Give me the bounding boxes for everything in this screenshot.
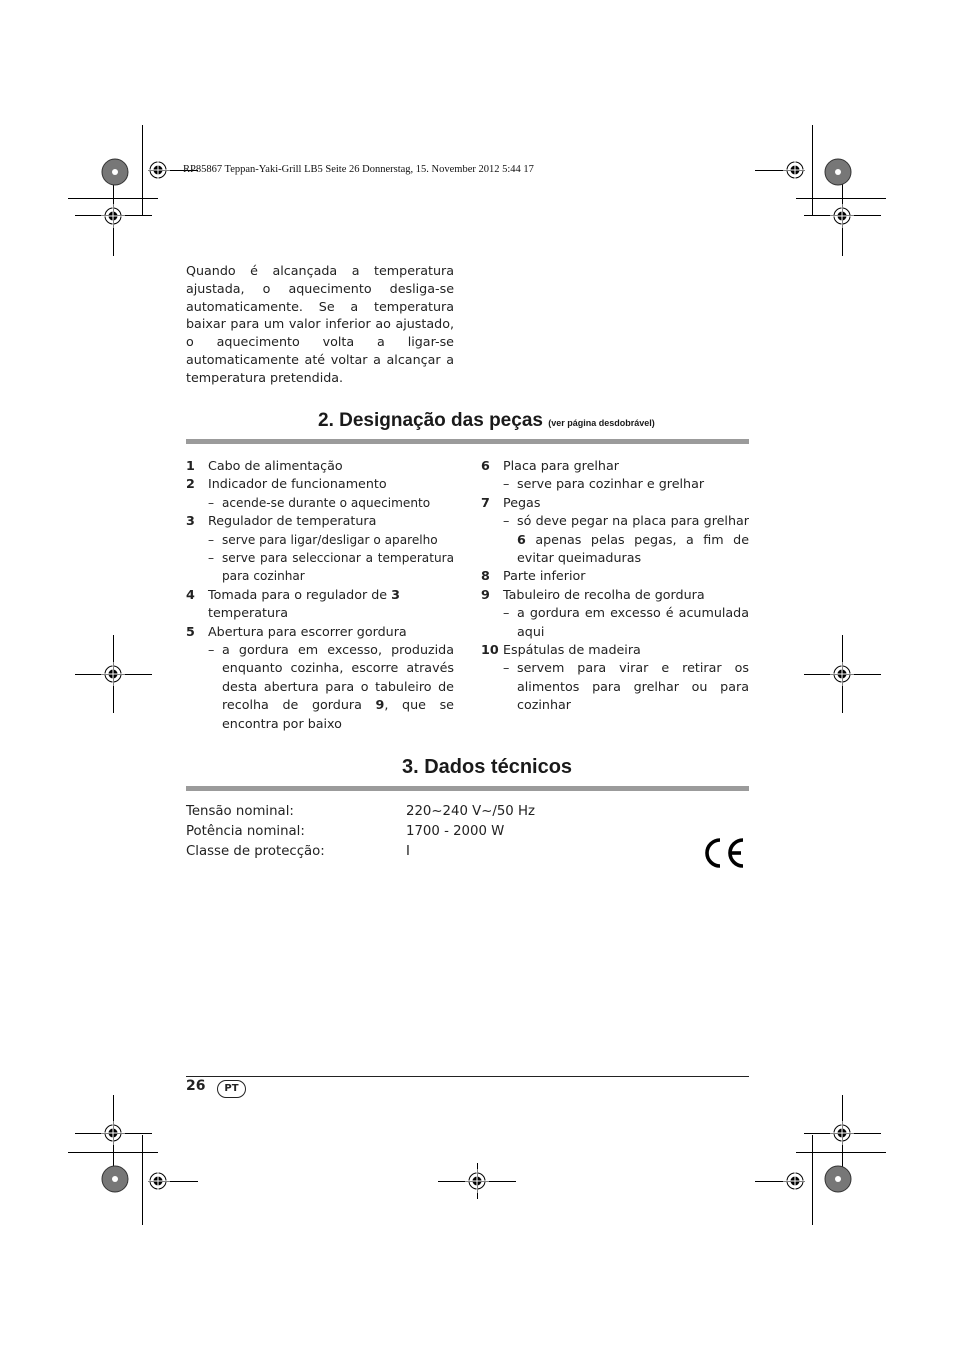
footer-rule xyxy=(186,1076,749,1077)
list-subitem: – a gordura em excesso é acumulada aqui xyxy=(503,605,749,639)
list-item: 9 Tabuleiro de recolha de gordura xyxy=(481,586,705,602)
section-2-rule xyxy=(186,439,749,444)
spec-row: Classe de protecção: I xyxy=(186,844,410,859)
parts-list-right xyxy=(481,457,749,715)
ce-mark-icon xyxy=(700,836,746,870)
list-subitem: – serve para cozinhar e grelhar xyxy=(503,476,705,492)
list-item: 3 Regulador de temperatura xyxy=(186,513,377,529)
intro-paragraph: Quando é alcançada a temperatura ajustada, o aquecimento desliga-se automaticamente. Se a temperatura baixar para um valor inferior ao ajustado, o aquecimento volta a ligar-se automaticamente até voltar a alcançar a temperatura pretendida. xyxy=(186,263,454,385)
list-item: 8 Parte inferior xyxy=(481,568,586,584)
section-2-heading xyxy=(318,410,655,432)
list-subitem: – servem para virar e retirar os alimentos para grelhar ou para cozinhar xyxy=(503,660,749,713)
page-number: 26 xyxy=(186,1078,206,1094)
list-item: 1 Cabo de alimentação xyxy=(186,458,343,473)
list-subitem: – serve para ligar/desligar o aparelho xyxy=(208,532,438,547)
list-item: 5 Abertura para escorrer gordura xyxy=(186,623,407,639)
section-3-rule xyxy=(186,786,749,791)
spec-row: Tensão nominal: 220~240 V~/50 Hz xyxy=(186,804,535,819)
list-subitem: – acende-se durante o aquecimento xyxy=(208,495,431,510)
file-header: RP85867 Teppan-Yaki-Grill LB5 Seite 26 Donnerstag, 15. November 2012 5:44 17 xyxy=(183,164,534,175)
list-subitem: – a gordura em excesso, produzida enquanto cozinha, escorre através desta abertura para o tabuleiro de recolha de gordura 9, que se encontra por baixo xyxy=(208,642,454,731)
section-2-subtitle: (ver página desdobrável) xyxy=(548,418,655,428)
list-subitem: – serve para seleccionar a temperatura para cozinhar xyxy=(208,551,454,584)
language-badge: PT xyxy=(217,1080,246,1098)
list-item: 10 Espátulas de madeira xyxy=(481,642,641,658)
spec-row: Potência nominal: 1700 - 2000 W xyxy=(186,824,505,839)
list-item: 6 Placa para grelhar xyxy=(481,458,619,473)
parts-list-left xyxy=(186,457,454,733)
section-3-title: 3. Dados técnicos xyxy=(402,756,573,778)
section-2-title: 2. Designação das peças xyxy=(318,410,543,431)
list-item: 4 Tomada para o regulador de 3 temperatura xyxy=(186,586,400,621)
list-subitem: – só deve pegar na placa para grelhar 6 apenas pelas pegas, a fim de evitar queimaduras xyxy=(503,513,749,566)
list-item: 7 Pegas xyxy=(481,494,541,510)
list-item: 2 Indicador de funcionamento xyxy=(186,476,387,492)
